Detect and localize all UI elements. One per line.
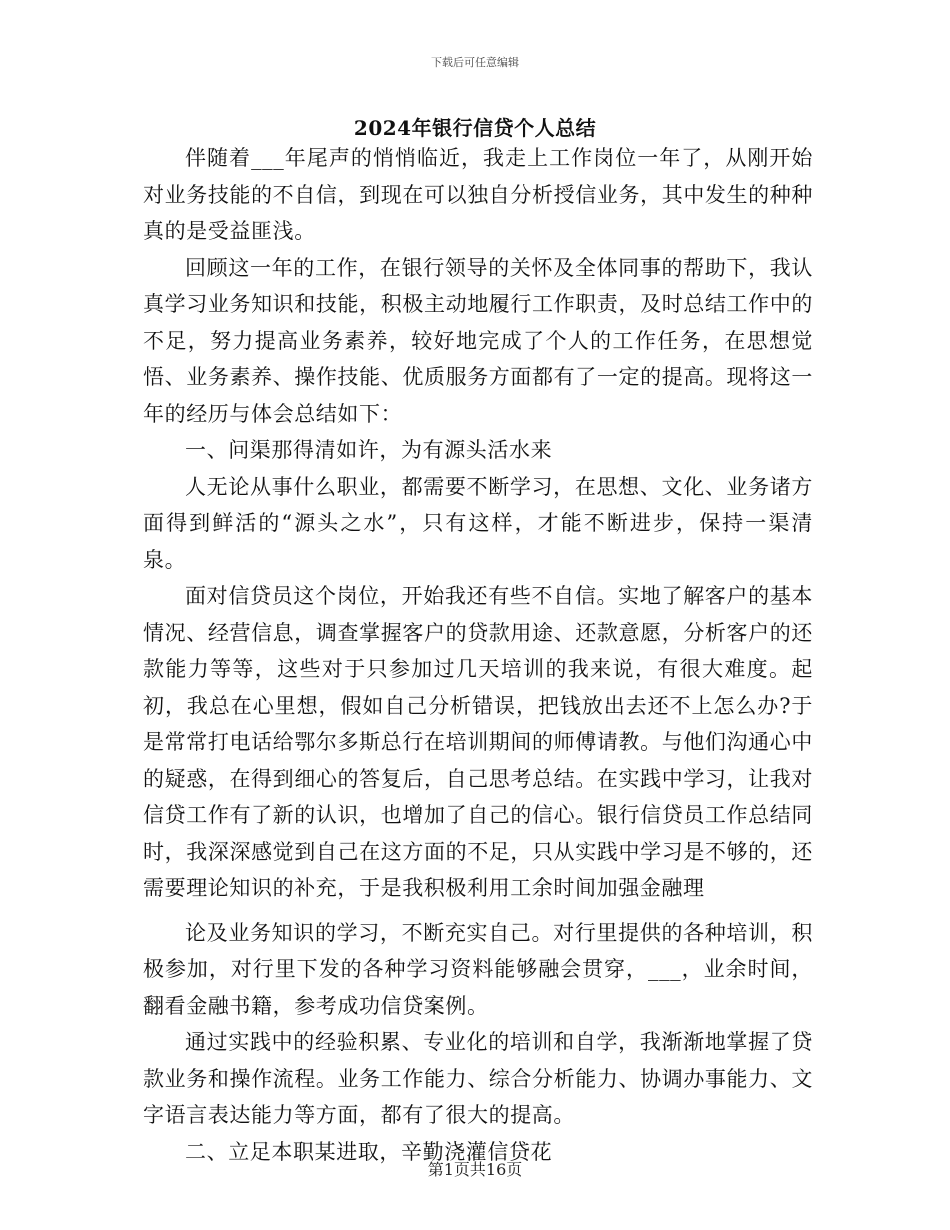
section-heading: 一、问渠那得清如许，为有源头活水来	[185, 438, 553, 462]
paragraph: 面对信贷员这个岗位，开始我还有些不自信。实地了解客户的基本情况、经营信息，调查掌握客户的贷款用途、还款意愿，分析客户的还款能力等等，这些对于只参加过几天培训的我来说，有很大难度。起初，我总在心里想，假如自己分析错误，把钱放出去还不上怎么办?于是常常打电话给鄂尔多斯总行在培训期间的师傅请教。与他们沟通心中的疑惑，在得到细心的答复后，自己思考总结。在实践中学习，让我对信贷工作有了新的认识，也增加了自己的信心。银行信贷员工作总结同时，我深深感觉到自己在这方面的不足，只从实践中学习是不够的，还需要理论知识的补充，于是我积极利用工余时间加强金融理	[143, 584, 813, 900]
paragraph: 人无论从事什么职业，都需要不断学习，在思想、文化、业务诸方面得到鲜活的“源头之水”，只有这样，才能不断进步，保持一渠清泉。	[143, 474, 813, 572]
document-title: 2024年银行信贷个人总结	[353, 116, 597, 140]
paragraph: 回顾这一年的工作，在银行领导的关怀及全体同事的帮助下，我认真学习业务知识和技能，积极主动地履行工作职责，及时总结工作中的不足，努力提高业务素养，较好地完成了个人的工作任务，在思想觉悟、业务素养、操作技能、优质服务方面都有了一定的提高。现将这一年的经历与体会总结如下：	[143, 255, 813, 426]
section-heading: 二、立足本职某进取，辛勤浇灌信贷花	[185, 1139, 553, 1164]
paragraph: 论及业务知识的学习，不断充实自己。对行里提供的各种培训，积极参加，对行里下发的各种学习资料能够融会贯穿，___，业余时间，翻看金融书籍，参考成功信贷案例。	[143, 920, 813, 1018]
header-note: 下载后可任意编辑	[431, 56, 519, 69]
paragraph: 通过实践中的经验积累、专业化的培训和自学，我渐渐地掌握了贷款业务和操作流程。业务工作能力、综合分析能力、协调办事能力、文字语言表达能力等方面，都有了很大的提高。	[143, 1030, 813, 1127]
paragraph: 伴随着___年尾声的悄悄临近，我走上工作岗位一年了，从刚开始对业务技能的不自信，到现在可以独自分析授信业务，其中发生的种种真的是受益匪浅。	[143, 146, 813, 243]
page-indicator: 第1页共16页	[427, 1160, 523, 1179]
document-body	[143, 140, 813, 1170]
